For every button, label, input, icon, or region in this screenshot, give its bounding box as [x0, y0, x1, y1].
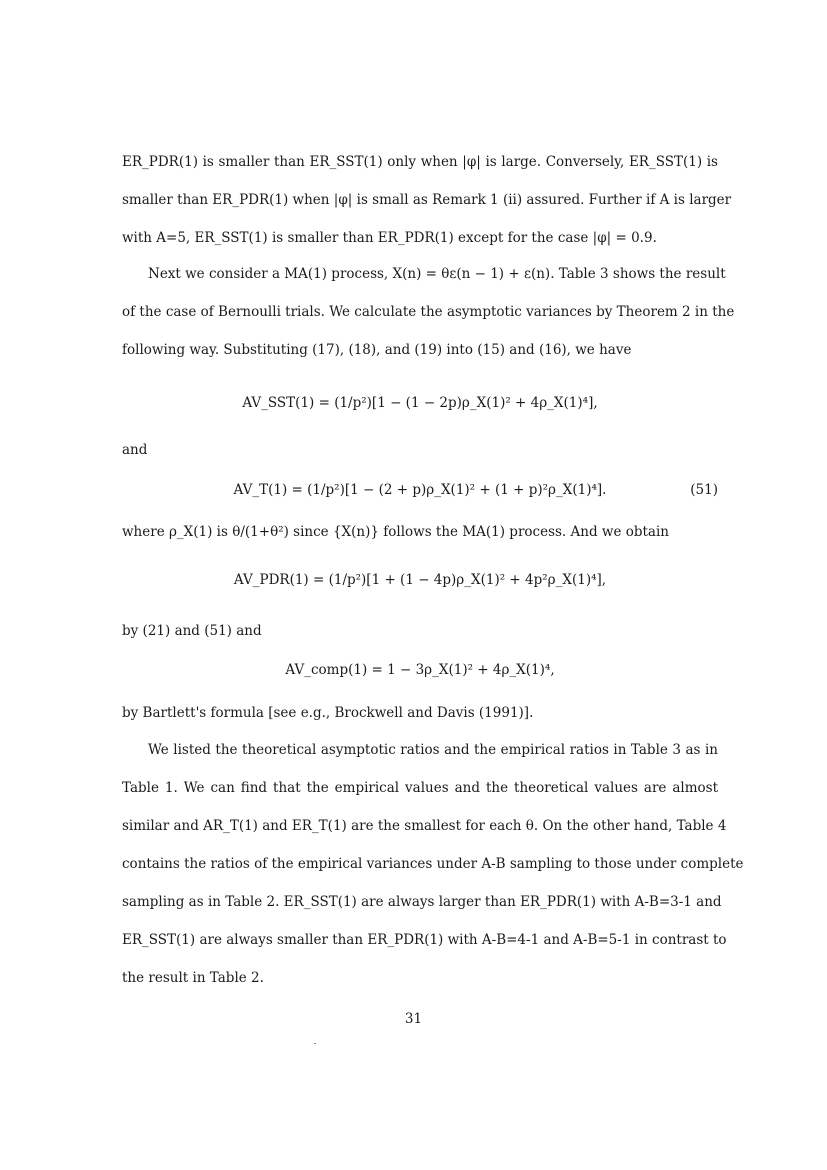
page-number: 31: [404, 1011, 423, 1027]
text-line: Table 1. We can find that the empirical values and the theoretical values are almost: [122, 780, 718, 796]
equation-av-t: AV_T(1) = (1/p²)[1 − (2 + p)ρ_X(1)² + (1 + p)²ρ_X(1)⁴].: [233, 482, 607, 498]
text-line: Next we consider a MA(1) process, X(n) = θε(n − 1) + ε(n). Table 3 shows the result: [148, 266, 726, 282]
equation-number: (51): [690, 482, 718, 498]
text-line: contains the ratios of the empirical variances under A-B sampling to those under complete: [122, 856, 744, 872]
equation-av-comp: AV_comp(1) = 1 − 3ρ_X(1)² + 4ρ_X(1)⁴,: [285, 662, 555, 678]
text-line: similar and AR_T(1) and ER_T(1) are the smallest for each θ. On the other hand, Table 4: [122, 818, 727, 834]
text-line: smaller than ER_PDR(1) when |φ| is small as Remark 1 (ii) assured. Further if A is larger: [122, 192, 732, 208]
text-line: the result in Table 2.: [122, 970, 264, 986]
text-line: by Bartlett's formula [see e.g., Brockwell and Davis (1991)].: [122, 705, 534, 721]
text-line: with A=5, ER_SST(1) is smaller than ER_PDR(1) except for the case |φ| = 0.9.: [122, 230, 657, 246]
equation-av-pdr: AV_PDR(1) = (1/p²)[1 + (1 − 4p)ρ_X(1)² + 4p²ρ_X(1)⁴],: [233, 572, 607, 588]
text-line: We listed the theoretical asymptotic ratios and the empirical ratios in Table 3 as in: [148, 742, 718, 758]
text-line: following way. Substituting (17), (18), and (19) into (15) and (16), we have: [122, 342, 632, 358]
text-line: of the case of Bernoulli trials. We calculate the asymptotic variances by Theorem 2 in the: [122, 304, 735, 320]
text-line: sampling as in Table 2. ER_SST(1) are always larger than ER_PDR(1) with A-B=3-1 and: [122, 894, 722, 910]
text-line: and: [122, 442, 148, 458]
text-line: ER_PDR(1) is smaller than ER_SST(1) only when |φ| is large. Conversely, ER_SST(1) is: [122, 154, 718, 170]
text-line: by (21) and (51) and: [122, 623, 262, 639]
text-line: ER_SST(1) are always smaller than ER_PDR(1) with A-B=4-1 and A-B=5-1 in contrast to: [122, 932, 727, 948]
scan-speck: [314, 1043, 316, 1044]
equation-av-sst: AV_SST(1) = (1/p²)[1 − (1 − 2p)ρ_X(1)² + 4ρ_X(1)⁴],: [242, 395, 598, 411]
text-line: where ρ_X(1) is θ/(1+θ²) since {X(n)} follows the MA(1) process. And we obtain: [122, 524, 669, 540]
